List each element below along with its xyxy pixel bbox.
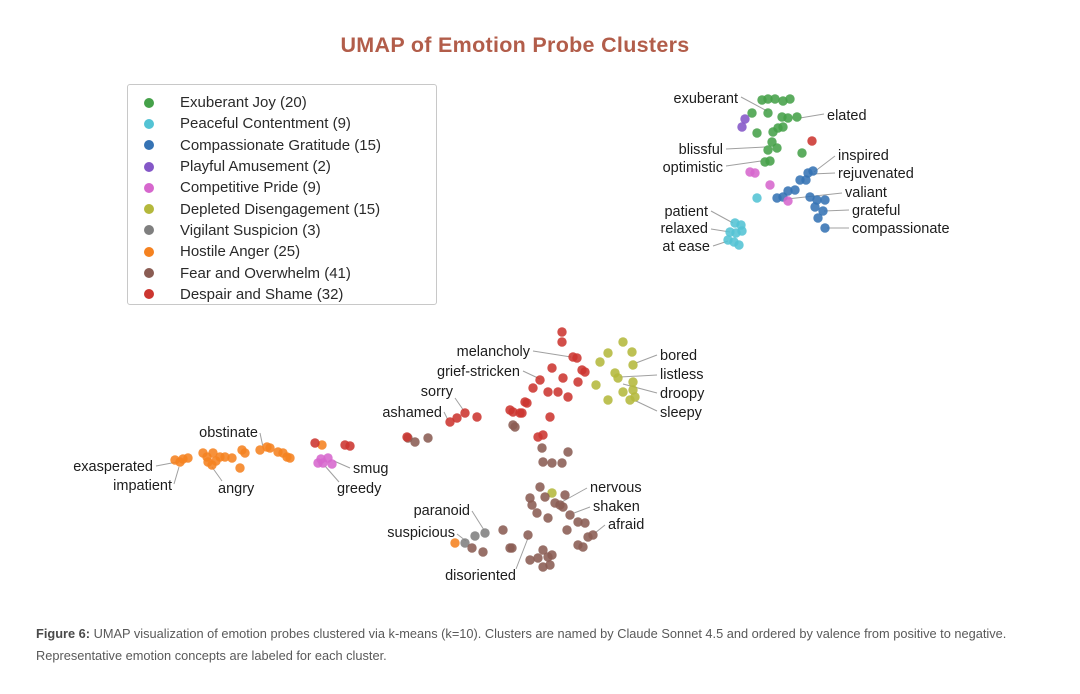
scatter-point	[563, 447, 572, 456]
scatter-point	[630, 392, 639, 401]
legend-label: Despair and Shame (32)	[180, 285, 344, 303]
scatter-point	[265, 443, 274, 452]
point-label: sorry	[420, 384, 453, 400]
scatter-point	[628, 360, 637, 369]
scatter-point	[750, 168, 759, 177]
scatter-point	[563, 392, 572, 401]
scatter-point	[765, 180, 774, 189]
point-label: droopy	[660, 386, 705, 402]
scatter-point	[797, 148, 806, 157]
scatter-point	[525, 555, 534, 564]
scatter-point	[545, 412, 554, 421]
chart-title: UMAP of Emotion Probe Clusters	[340, 33, 690, 57]
scatter-point	[532, 508, 541, 517]
legend-item-9	[144, 284, 436, 305]
scatter-point	[240, 448, 249, 457]
scatter-point	[603, 395, 612, 404]
scatter-point	[423, 433, 432, 442]
point-label: exasperated	[73, 459, 153, 475]
scatter-point	[783, 186, 792, 195]
legend-swatch-icon	[144, 183, 154, 193]
point-label: greedy	[337, 481, 382, 497]
annotation-line	[824, 210, 849, 211]
point-label: sleepy	[660, 405, 702, 421]
scatter-point	[820, 195, 829, 204]
legend-label: Fear and Overwhelm (41)	[180, 264, 351, 282]
scatter-point	[535, 375, 544, 384]
legend-swatch-icon	[144, 162, 154, 172]
annotation-line	[636, 355, 657, 363]
legend-item-2	[144, 135, 436, 156]
scatter-point	[467, 543, 476, 552]
scatter-point	[618, 387, 627, 396]
point-label: at ease	[662, 239, 710, 255]
scatter-point	[533, 553, 542, 562]
scatter-point	[538, 430, 547, 439]
scatter-point	[543, 387, 552, 396]
point-label: blissful	[678, 142, 723, 158]
figure-caption-text: UMAP visualization of emotion probes clustered via k-means (k=10). Clusters are named by Claude Sonnet 4.5 and ordered by valence from positive to negative. Representative emotion concepts are labeled for each cluster.	[36, 626, 1007, 663]
legend-item-0	[144, 92, 436, 113]
scatter-point	[813, 213, 822, 222]
scatter-point	[558, 502, 567, 511]
scatter-point	[227, 453, 236, 462]
scatter-point	[345, 441, 354, 450]
scatter-point	[778, 122, 787, 131]
point-label: exuberant	[673, 91, 738, 107]
scatter-point	[557, 458, 566, 467]
scatter-point	[572, 353, 581, 362]
annotation-line	[623, 384, 657, 393]
scatter-point	[235, 463, 244, 472]
scatter-point	[508, 420, 517, 429]
scatter-point	[523, 530, 532, 539]
scatter-point	[763, 145, 772, 154]
scatter-point	[402, 432, 411, 441]
legend-swatch-icon	[144, 140, 154, 150]
scatter-point	[595, 357, 604, 366]
annotation-line	[533, 351, 571, 357]
legend-label: Playful Amusement (2)	[180, 158, 331, 176]
point-label: listless	[660, 367, 704, 383]
scatter-point	[285, 453, 294, 462]
scatter-point	[540, 492, 549, 501]
scatter-point	[537, 443, 546, 452]
scatter-point	[538, 457, 547, 466]
legend-swatch-icon	[144, 204, 154, 214]
legend	[127, 84, 437, 305]
scatter-point	[752, 193, 761, 202]
scatter-point	[807, 136, 816, 145]
legend-label: Exuberant Joy (20)	[180, 94, 307, 112]
point-label: relaxed	[660, 221, 708, 237]
scatter-point	[547, 550, 556, 559]
scatter-point	[557, 337, 566, 346]
legend-item-3	[144, 156, 436, 177]
scatter-point	[316, 454, 325, 463]
scatter-point	[801, 175, 810, 184]
point-label: disoriented	[445, 568, 516, 584]
scatter-point	[520, 397, 529, 406]
scatter-point	[580, 518, 589, 527]
point-label: grateful	[852, 203, 901, 219]
legend-label: Vigilant Suspicion (3)	[180, 221, 321, 239]
scatter-point	[545, 560, 554, 569]
annotation-line	[516, 538, 528, 569]
scatter-point	[547, 363, 556, 372]
scatter-point	[470, 531, 479, 540]
point-label: inspired	[838, 148, 889, 164]
scatter-point	[211, 456, 220, 465]
annotation-line	[620, 375, 657, 377]
point-label: bored	[660, 348, 698, 364]
scatter-point	[558, 373, 567, 382]
legend-swatch-icon	[144, 119, 154, 129]
point-label: patient	[664, 204, 708, 220]
scatter-point	[535, 482, 544, 491]
point-label: suspicious	[387, 525, 455, 541]
scatter-point	[472, 412, 481, 421]
legend-item-4	[144, 177, 436, 198]
legend-label: Peaceful Contentment (9)	[180, 115, 351, 133]
scatter-point	[627, 347, 636, 356]
scatter-point	[562, 525, 571, 534]
point-label: afraid	[608, 517, 645, 533]
legend-swatch-icon	[144, 268, 154, 278]
point-label: ashamed	[382, 405, 442, 421]
annotation-line	[636, 401, 657, 411]
figure-caption	[36, 623, 1041, 667]
scatter-point	[410, 437, 419, 446]
legend-label: Hostile Anger (25)	[180, 243, 301, 261]
scatter-point	[588, 530, 597, 539]
scatter-point	[580, 367, 589, 376]
legend-item-6	[144, 220, 436, 241]
scatter-point	[560, 490, 569, 499]
scatter-point	[183, 453, 192, 462]
point-label: obstinate	[199, 425, 258, 441]
scatter-point	[763, 108, 772, 117]
scatter-point	[565, 510, 574, 519]
scatter-point	[527, 500, 536, 509]
legend-label: Compassionate Gratitude (15)	[180, 136, 381, 154]
scatter-point	[553, 387, 562, 396]
legend-item-1	[144, 113, 436, 134]
scatter-point	[478, 547, 487, 556]
scatter-point	[557, 327, 566, 336]
legend-label: Competitive Pride (9)	[180, 179, 321, 197]
annotation-line	[800, 114, 824, 118]
scatter-point	[603, 348, 612, 357]
scatter-point	[618, 337, 627, 346]
legend-swatch-icon	[144, 225, 154, 235]
point-label: grief-stricken	[437, 364, 520, 380]
point-label: paranoid	[413, 503, 470, 519]
scatter-point	[310, 438, 319, 447]
annotation-line	[472, 511, 484, 530]
annotation-line	[711, 211, 733, 223]
scatter-point	[528, 383, 537, 392]
scatter-point	[810, 202, 819, 211]
scatter-point	[505, 405, 514, 414]
scatter-point	[613, 373, 622, 382]
figure-caption-prefix: Figure 6:	[36, 626, 91, 641]
scatter-point	[792, 112, 801, 121]
scatter-point	[808, 166, 817, 175]
scatter-point	[452, 413, 461, 422]
scatter-point	[515, 408, 524, 417]
legend-item-5	[144, 198, 436, 219]
legend-label: Depleted Disengagement (15)	[180, 200, 381, 218]
point-label: optimistic	[662, 160, 723, 176]
scatter-point	[543, 513, 552, 522]
scatter-point	[752, 128, 761, 137]
annotation-line	[595, 525, 605, 533]
point-label: rejuvenated	[838, 166, 914, 182]
scatter-point	[505, 543, 514, 552]
scatter-point	[785, 94, 794, 103]
legend-swatch-icon	[144, 289, 154, 299]
scatter-point	[327, 459, 336, 468]
annotation-line	[726, 147, 765, 149]
scatter-point	[547, 458, 556, 467]
point-label: angry	[218, 481, 255, 497]
scatter-point	[770, 94, 779, 103]
annotation-line	[174, 467, 179, 484]
annotation-line	[726, 161, 761, 166]
scatter-point	[765, 156, 774, 165]
scatter-point	[480, 528, 489, 537]
point-label: smug	[353, 461, 389, 477]
scatter-point	[573, 377, 582, 386]
scatter-point	[740, 114, 749, 123]
legend-item-8	[144, 262, 436, 283]
scatter-point	[498, 525, 507, 534]
scatter-point	[591, 380, 600, 389]
point-label: impatient	[113, 478, 172, 494]
point-label: melancholy	[456, 344, 530, 360]
annotation-line	[574, 507, 590, 513]
scatter-point	[737, 226, 746, 235]
scatter-point	[820, 223, 829, 232]
scatter-point	[578, 542, 587, 551]
scatter-point	[783, 196, 792, 205]
point-label: compassionate	[852, 221, 950, 237]
point-label: shaken	[593, 499, 640, 515]
point-label: nervous	[590, 480, 642, 496]
scatter-point	[628, 377, 637, 386]
point-label: valiant	[845, 185, 887, 201]
scatter-point	[783, 113, 792, 122]
scatter-point	[737, 122, 746, 131]
scatter-point	[772, 143, 781, 152]
annotation-line	[260, 433, 263, 447]
legend-swatch-icon	[144, 98, 154, 108]
scatter-point	[460, 408, 469, 417]
legend-item-7	[144, 241, 436, 262]
scatter-point	[734, 240, 743, 249]
legend-swatch-icon	[144, 247, 154, 257]
point-label: elated	[827, 108, 867, 124]
